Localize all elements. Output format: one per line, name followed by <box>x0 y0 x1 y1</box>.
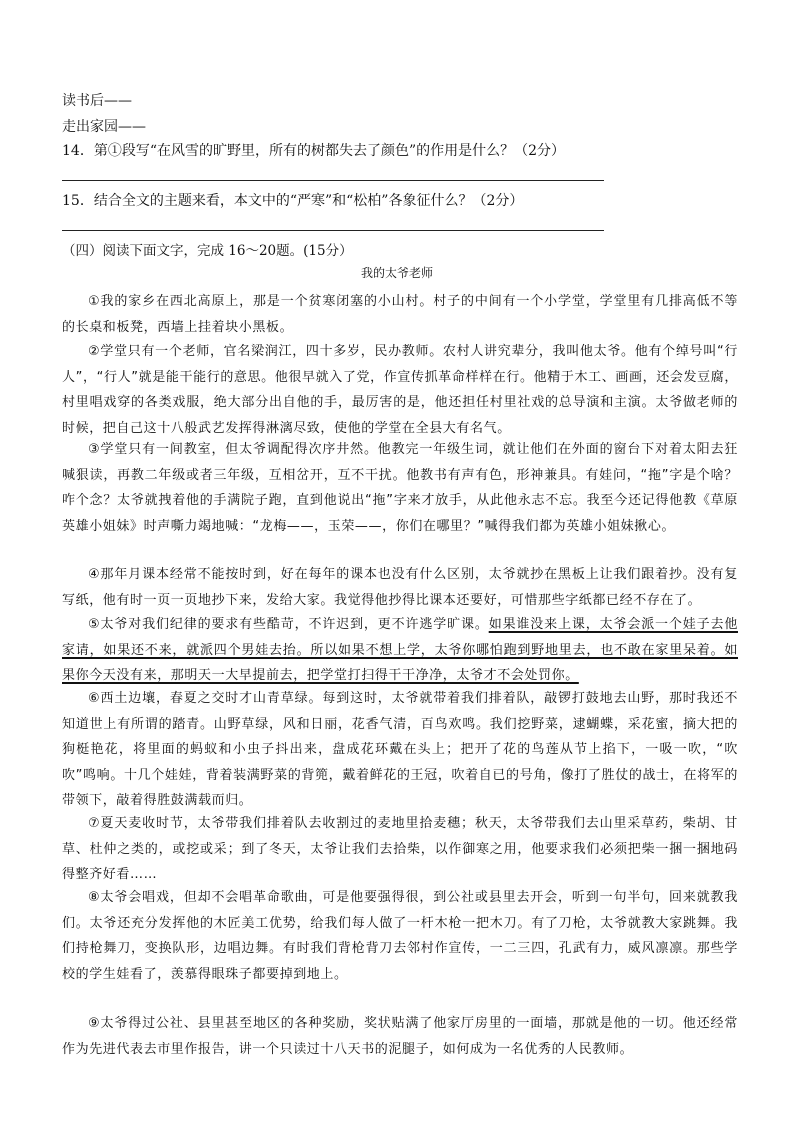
paragraph-6 <box>62 686 738 814</box>
paragraph-3 <box>62 437 738 539</box>
paragraph-number: ⑥ <box>88 691 101 706</box>
paragraph-1 <box>62 289 738 340</box>
paragraph-text: 夏天麦收时节，太爷带我们排着队去收割过的麦地里拾麦穗；秋天，太爷带我们去山里采草药，柴胡、甘草、杜仲之类的，或挖或采；到了冬天，太爷让我们去拾柴，以作御寒之用，他要求我们必须把柴一捆一捆地码得整齐好看…… <box>62 816 738 882</box>
paragraph-number: ⑨ <box>88 1016 101 1031</box>
leaving-home-line: 走出家园—— <box>62 119 146 135</box>
underlined-passage: 如果谁没来上课，太爷会派一个娃子去他家请，如果还不来，就派四个男娃去抬。所以如果不想上学，太爷你哪怕跑到野地里去，也不敢在家里呆着。如果你今天没有来，那明天一大早提前去，把学堂打扫得干干净净，太爷才不会处罚你。 <box>62 617 738 683</box>
paragraph-number: ⑤ <box>88 617 101 632</box>
paragraph-9 <box>62 1011 738 1062</box>
paragraph-number: ① <box>88 294 101 309</box>
paragraph-number: ④ <box>88 567 101 582</box>
paragraph-7 <box>62 811 738 888</box>
paragraph-8 <box>62 885 738 987</box>
after-reading-line: 读书后—— <box>62 93 132 109</box>
article-title: 我的太爷老师 <box>360 266 433 280</box>
paragraph-text: 那年月课本经常不能按时到，好在每年的课本也没有什么区别，太爷就抄在黑板上让我们跟着抄。没有复写纸，他有时一页一页地抄下来，发给大家。我觉得他抄得比课本还要好，可惜那些字纸都已经不存在了。 <box>62 567 738 608</box>
paragraph-5 <box>62 612 738 689</box>
paragraph-text: 太爷对我们纪律的要求有些酷苛，不许迟到，更不许逃学旷课。 <box>100 617 489 632</box>
paragraph-4 <box>62 562 738 613</box>
section-heading: （四）阅读下面文字，完成 16～20题。(15分） <box>62 243 353 259</box>
paragraph-text: 太爷得过公社、县里甚至地区的各种奖励，奖状贴满了他家厅房里的一面墙，那就是他的一切。他还经常作为先进代表去市里作报告，讲一个只读过十八天书的泥腿子，如何成为一名优秀的人民教师。 <box>62 1016 738 1057</box>
answer-line-15[interactable] <box>62 230 604 231</box>
paragraph-number: ② <box>88 344 101 359</box>
paragraph-text: 学堂只有一个老师，官名梁润江，四十多岁，民办教师。农村人讲究辈分，我叫他太爷。他有个绰号叫“行人”，“行人”就是能干能行的意思。他很早就入了党，作宣传抓革命样样在行。他精于木工、画画，还会发豆腐，村里唱戏穿的各类戏服，绝大部分出自他的手，最厉害的是，他还担任村里社戏的总导演和主演。太爷做老师的时候，把自己这十八般武艺发挥得淋漓尽致，使他的学堂在全县大有名气。 <box>62 344 738 436</box>
paragraph-2 <box>62 339 738 441</box>
paragraph-text: 我的家乡在西北高原上，那是一个贫寒闭塞的小山村。村子的中间有一个小学堂，学堂里有几排高低不等的长桌和板凳，西墙上挂着块小黑板。 <box>62 294 738 335</box>
paragraph-number: ⑧ <box>88 890 101 905</box>
paragraph-text: 学堂只有一间教室，但太爷调配得次序井然。他教完一年级生词，就让他们在外面的窗台下对着太阳去狂喊狠读，再教二年级或者三年级，互相岔开，互不干扰。他教书有声有色，形神兼具。有娃问，“拖”字是个啥？咋个念？太爷就拽着他的手满院子跑，直到他说出“拖”字来才放手，从此他永志不忘。我至今还记得他教《草原英雄小姐妹》时声嘶力竭地喊：“龙梅——，玉荣——，你们在哪里？”喊得我们都为英雄小姐妹揪心。 <box>62 442 738 534</box>
paragraph-text: 太爷会唱戏，但却不会唱革命歌曲，可是他要强得很，到公社或县里去开会，听到一句半句，回来就教我们。太爷还充分发挥他的木匠美工优势，给我们每人做了一杆木枪一把木刀。有了刀枪，太爷就教大家跳舞。我们持枪舞刀，变换队形，边唱边舞。有时我们背枪背刀去邻村作宣传，一二三四，孔武有力，威风凛凛。那些学校的学生娃看了，羡慕得眼珠子都要掉到地上。 <box>62 890 738 982</box>
paragraph-number: ⑦ <box>88 816 101 831</box>
answer-line-14[interactable] <box>62 180 604 181</box>
question-15: 15．结合全文的主题来看，本文中的“严寒”和“松柏”各象征什么？（2分） <box>62 193 524 209</box>
paragraph-number: ③ <box>88 442 101 457</box>
paragraph-text: 西土边壤，春夏之交时才山青草绿。每到这时，太爷就带着我们排着队，敲锣打鼓地去山野，那时我还不知道世上有所谓的踏青。山野草绿，风和日丽，花香气清，百鸟欢鸣。我们挖野菜，逮蝴蝶，采花蜜，摘大把的狗梃艳花，将里面的蚂蚁和小虫子抖出来，盘成花环戴在头上；把开了花的鸟莲从节上掐下，一吸一吹，“吹吹”鸣响。十几个娃娃，背着装满野菜的背篼，戴着鲜花的王冠，吹着自已的号角，像打了胜仗的战士，在将军的带领下，敲着得胜鼓满载而归。 <box>62 691 738 808</box>
question-14: 14．第①段写“在风雪的旷野里，所有的树都失去了颜色”的作用是什么？（2分） <box>62 143 566 159</box>
